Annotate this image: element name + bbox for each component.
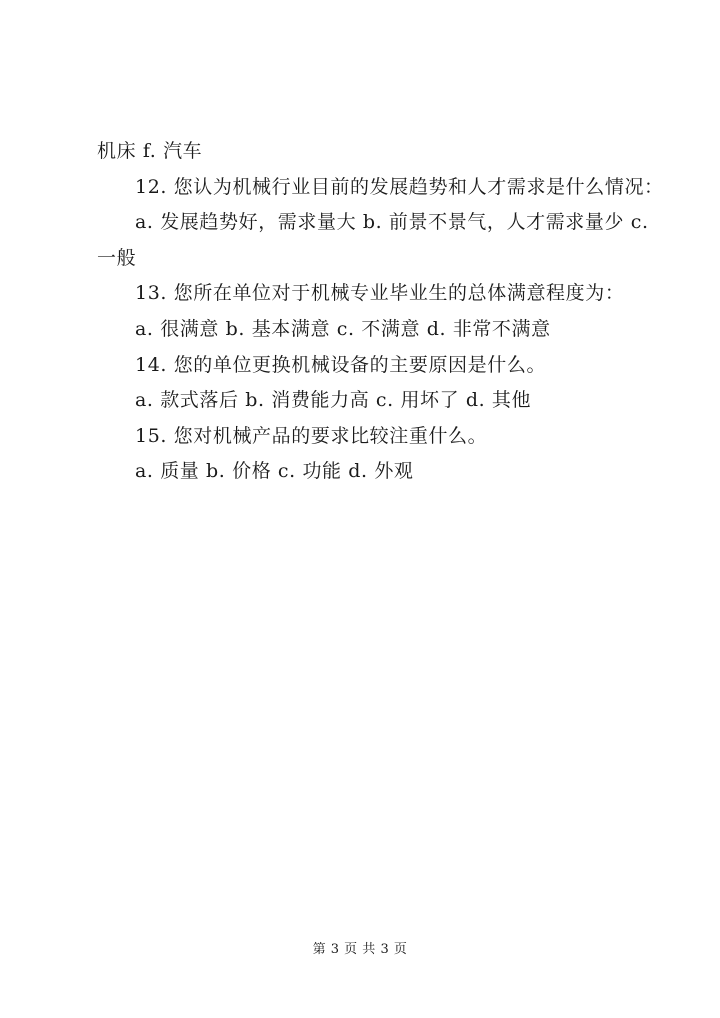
- text-line-continuation: 机床 f. 汽车: [97, 140, 203, 162]
- question-13: 13. 您所在单位对于机械专业毕业生的总体满意程度为：: [135, 282, 625, 305]
- question-14: 14. 您的单位更换机械设备的主要原因是什么。: [135, 353, 547, 376]
- document-body: [97, 134, 664, 490]
- question-12-options: a. 发展趋势好，需求量大 b. 前景不景气，人才需求量少 c.: [135, 211, 649, 234]
- page-number-footer: 第 3 页 共 3 页: [312, 942, 408, 957]
- question-14-options: a. 款式落后 b. 消费能力高 c. 用坏了 d. 其他: [135, 389, 532, 412]
- question-15: 15. 您对机械产品的要求比较注重什么。: [135, 424, 488, 447]
- question-13-options: a. 很满意 b. 基本满意 c. 不满意 d. 非常不满意: [135, 317, 551, 340]
- question-12-options-continued: 一般: [97, 246, 137, 269]
- question-15-options: a. 质量 b. 价格 c. 功能 d. 外观: [135, 460, 414, 483]
- question-12: 12. 您认为机械行业目前的发展趋势和人才需求是什么情况：: [135, 175, 664, 198]
